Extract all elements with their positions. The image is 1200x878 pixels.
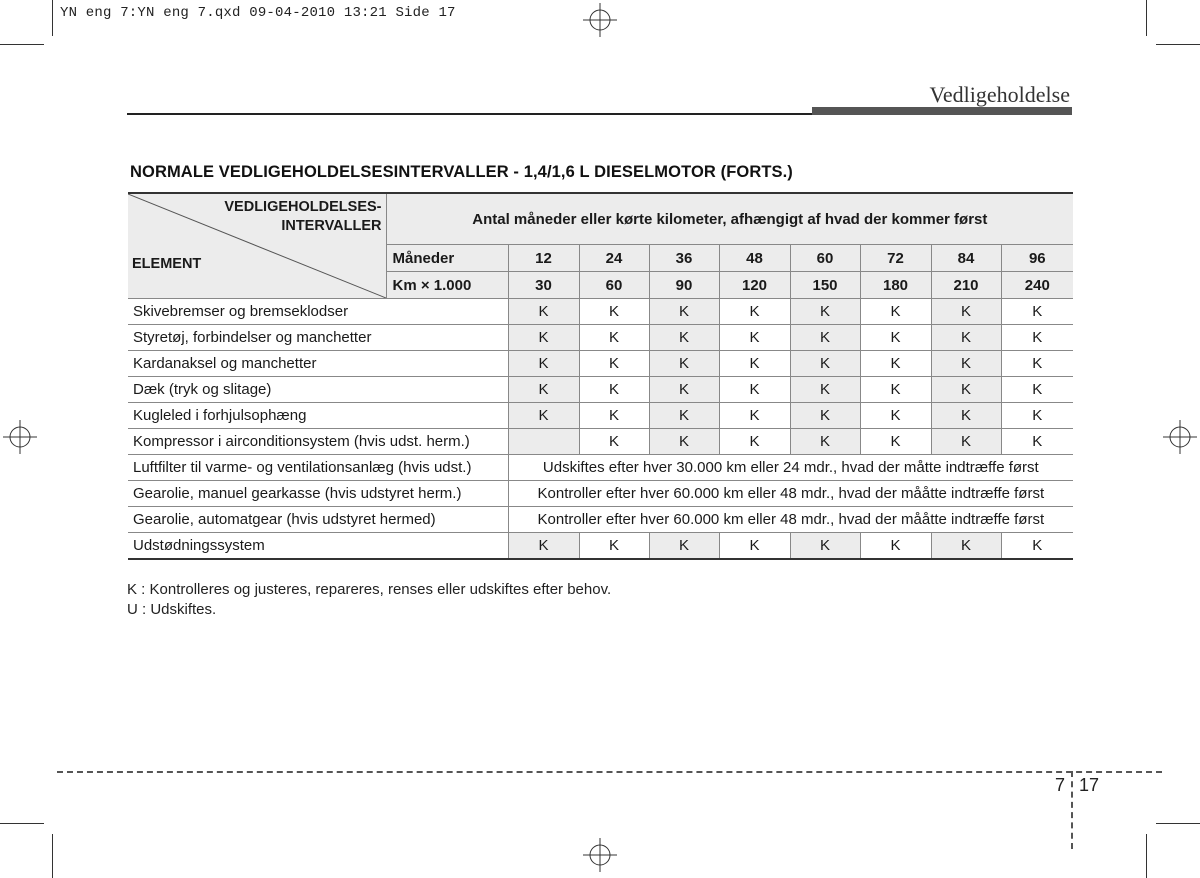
km-value: 210	[931, 272, 1001, 299]
interval-cell: K	[931, 351, 1001, 377]
months-value: 84	[931, 245, 1001, 272]
interval-cell: K	[719, 299, 790, 325]
interval-cell: K	[719, 429, 790, 455]
element-name: Luftfilter til varme- og ventilationsanlæg (hvis udst.)	[128, 455, 508, 481]
interval-cell: K	[579, 351, 649, 377]
element-name: Skivebremser og bremseklodser	[128, 299, 508, 325]
registration-mark-icon	[583, 3, 617, 37]
interval-cell: K	[860, 403, 931, 429]
interval-cell: K	[649, 299, 719, 325]
interval-cell: K	[1001, 429, 1073, 455]
interval-cell: K	[790, 533, 860, 560]
element-name: Gearolie, automatgear (hvis udstyret hermed)	[128, 507, 508, 533]
print-slug: YN eng 7:YN eng 7.qxd 09-04-2010 13:21 Side 17	[60, 5, 456, 21]
months-value: 12	[508, 245, 579, 272]
maintenance-table	[128, 192, 1073, 560]
interval-cell: K	[579, 325, 649, 351]
element-name: Kugleled i forhjulsophæng	[128, 403, 508, 429]
km-value: 180	[860, 272, 931, 299]
interval-cell: K	[649, 403, 719, 429]
interval-cell: K	[931, 403, 1001, 429]
km-value: 150	[790, 272, 860, 299]
crop-mark	[1156, 823, 1200, 824]
months-value: 48	[719, 245, 790, 272]
km-value: 60	[579, 272, 649, 299]
interval-cell: K	[860, 325, 931, 351]
interval-cell: K	[1001, 325, 1073, 351]
km-value: 240	[1001, 272, 1073, 299]
table-row	[128, 351, 1073, 377]
interval-cell: K	[931, 377, 1001, 403]
table-row	[128, 403, 1073, 429]
months-value: 36	[649, 245, 719, 272]
interval-cell: K	[931, 533, 1001, 560]
table-row	[128, 533, 1073, 560]
interval-cell: K	[719, 377, 790, 403]
interval-cell: K	[579, 429, 649, 455]
interval-cell: K	[579, 377, 649, 403]
km-label: Km × 1.000	[386, 272, 508, 299]
interval-cell: K	[649, 351, 719, 377]
km-value: 30	[508, 272, 579, 299]
interval-cell: K	[931, 299, 1001, 325]
table-row	[128, 299, 1073, 325]
months-value: 60	[790, 245, 860, 272]
table-row	[128, 481, 1073, 507]
interval-cell: K	[508, 403, 579, 429]
interval-cell: K	[579, 533, 649, 560]
interval-cell: K	[579, 299, 649, 325]
interval-description-header: Antal måneder eller kørte kilometer, afhængigt af hvad der kommer først	[386, 193, 1073, 245]
interval-note: Udskiftes efter hver 30.000 km eller 24 mdr., hvad der måtte indtræffe først	[508, 455, 1073, 481]
table-row	[128, 325, 1073, 351]
crop-mark	[1146, 834, 1147, 878]
interval-cell: K	[790, 325, 860, 351]
interval-cell: K	[931, 325, 1001, 351]
table-row	[128, 507, 1073, 533]
months-value: 96	[1001, 245, 1073, 272]
interval-cell: K	[790, 403, 860, 429]
interval-cell: K	[649, 377, 719, 403]
interval-cell: K	[649, 429, 719, 455]
interval-cell: K	[1001, 351, 1073, 377]
registration-mark-icon	[1163, 420, 1197, 454]
footer-dashed-rule	[57, 771, 1162, 773]
legend-k: K : Kontrolleres og justeres, repareres, renses eller udskiftes efter behov.	[127, 581, 612, 598]
interval-note: Kontroller efter hver 60.000 km eller 48 mdr., hvad der mååtte indtræffe først	[508, 481, 1073, 507]
interval-cell: K	[860, 429, 931, 455]
months-value: 24	[579, 245, 649, 272]
interval-cell	[508, 429, 579, 455]
interval-cell: K	[508, 351, 579, 377]
element-header: ELEMENT	[132, 256, 202, 272]
interval-cell: K	[508, 533, 579, 560]
header-rule-bar	[812, 107, 1072, 115]
registration-mark-icon	[583, 838, 617, 872]
crop-mark	[1146, 0, 1147, 36]
crop-mark	[1156, 44, 1200, 45]
legend	[127, 580, 611, 620]
km-value: 120	[719, 272, 790, 299]
chapter-number: 7	[1055, 775, 1066, 795]
interval-cell: K	[1001, 533, 1073, 560]
interval-cell: K	[790, 351, 860, 377]
interval-cell: K	[1001, 299, 1073, 325]
section-title: NORMALE VEDLIGEHOLDELSESINTERVALLER - 1,4/1,6 L DIESELMOTOR (FORTS.)	[130, 163, 793, 181]
interval-cell: K	[649, 533, 719, 560]
months-value: 72	[860, 245, 931, 272]
interval-cell: K	[860, 533, 931, 560]
interval-cell: K	[579, 403, 649, 429]
element-name: Gearolie, manuel gearkasse (hvis udstyret herm.)	[128, 481, 508, 507]
crop-mark	[0, 44, 44, 45]
interval-cell: K	[719, 351, 790, 377]
interval-cell: K	[719, 325, 790, 351]
running-header-title: Vedligeholdelse	[929, 82, 1070, 107]
interval-cell: K	[790, 299, 860, 325]
interval-cell: K	[508, 299, 579, 325]
crop-mark	[0, 823, 44, 824]
element-name: Udstødningssystem	[128, 533, 508, 560]
crop-mark	[52, 0, 53, 36]
interval-cell: K	[860, 351, 931, 377]
interval-cell: K	[719, 533, 790, 560]
interval-note: Kontroller efter hver 60.000 km eller 48 mdr., hvad der mååtte indtræffe først	[508, 507, 1073, 533]
element-name: Styretøj, forbindelser og manchetter	[128, 325, 508, 351]
corner-header-cell	[128, 193, 386, 299]
legend-u: U : Udskiftes.	[127, 601, 217, 618]
element-name: Kardanaksel og manchetter	[128, 351, 508, 377]
interval-cell: K	[860, 377, 931, 403]
interval-cell: K	[790, 429, 860, 455]
interval-cell: K	[719, 403, 790, 429]
interval-cell: K	[931, 429, 1001, 455]
element-name: Dæk (tryk og slitage)	[128, 377, 508, 403]
header-rule	[127, 113, 812, 115]
page-number: 17	[1079, 775, 1100, 795]
registration-mark-icon	[3, 420, 37, 454]
interval-cell: K	[649, 325, 719, 351]
interval-cell: K	[860, 299, 931, 325]
footer-dashed-divider	[1071, 771, 1073, 849]
table-row	[128, 377, 1073, 403]
km-value: 90	[649, 272, 719, 299]
interval-cell: K	[790, 377, 860, 403]
months-label: Måneder	[386, 245, 508, 272]
interval-cell: K	[1001, 377, 1073, 403]
interval-header: VEDLIGEHOLDELSES- INTERVALLER	[224, 199, 382, 234]
table-row	[128, 429, 1073, 455]
interval-cell: K	[1001, 403, 1073, 429]
table-row	[128, 455, 1073, 481]
crop-mark	[52, 834, 53, 878]
element-name: Kompressor i airconditionsystem (hvis udst. herm.)	[128, 429, 508, 455]
interval-cell: K	[508, 325, 579, 351]
interval-cell: K	[508, 377, 579, 403]
